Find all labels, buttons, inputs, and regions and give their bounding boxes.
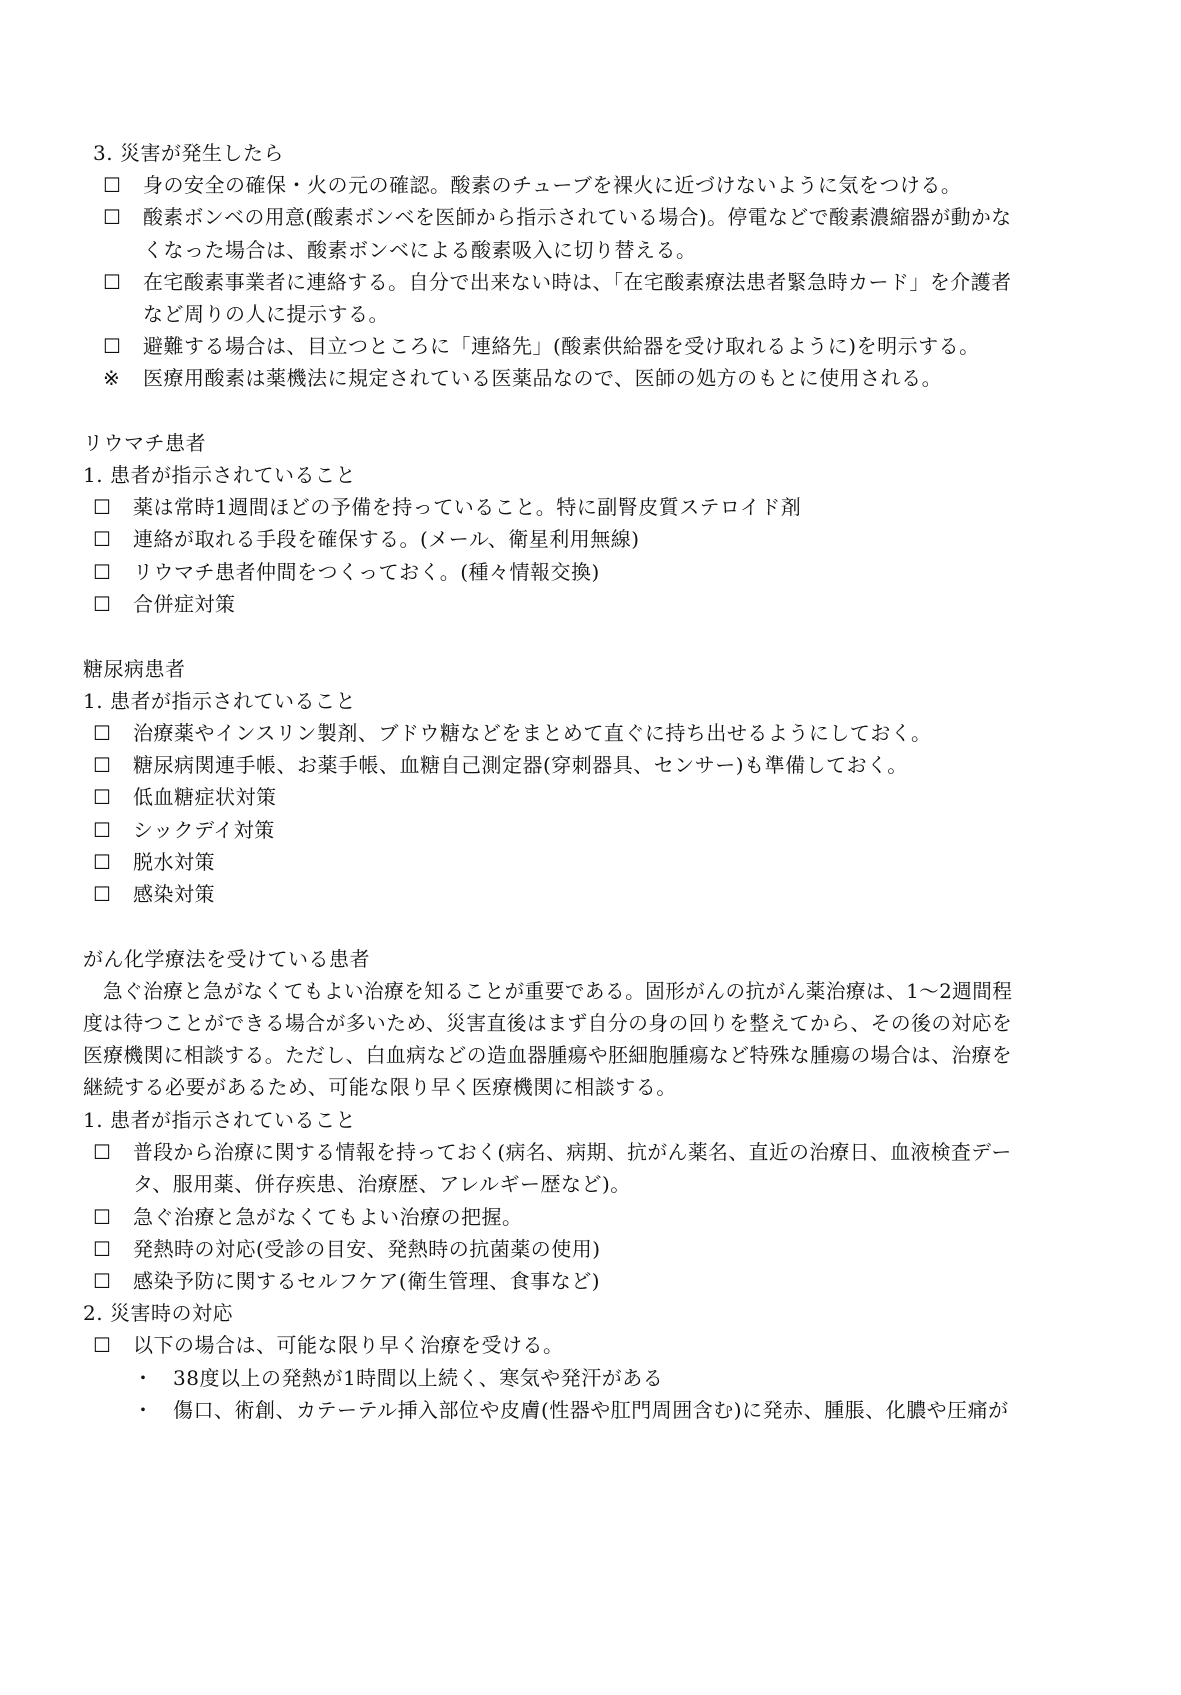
list-item: 低血糖症状対策 <box>133 785 277 809</box>
intro-paragraph-line: 急ぐ治療と急がなくてもよい治療を知ることが重要である。固形がんの抗がん薬治療は、1〜2週間程 <box>103 979 1013 1003</box>
checkbox-icon: ☐ <box>93 785 111 809</box>
checkbox-icon: ☐ <box>93 818 111 842</box>
step-2-heading: 2. 災害時の対応 <box>83 1301 233 1325</box>
bullet-icon: ・ <box>133 1398 153 1422</box>
checkbox-icon: ☐ <box>93 592 111 616</box>
list-item: 発熱時の対応(受診の目安、発熱時の抗菌薬の使用) <box>133 1237 601 1261</box>
checkbox-icon: ☐ <box>93 1269 111 1293</box>
list-item: 普段から治療に関する情報を持っておく(病名、病期、抗がん薬名、直近の治療日、血液検査デー <box>133 1140 1012 1164</box>
checkbox-icon: ☐ <box>103 270 121 294</box>
list-item: 感染対策 <box>133 882 215 906</box>
checkbox-icon: ☐ <box>93 1333 111 1357</box>
bullet-item: 38度以上の発熱が1時間以上続く、寒気や発汗がある <box>173 1366 664 1390</box>
checkbox-icon: ☐ <box>103 173 121 197</box>
list-item: 以下の場合は、可能な限り早く治療を受ける。 <box>133 1333 564 1357</box>
list-item: 連絡が取れる手段を確保する。(メール、衛星利用無線) <box>133 527 640 551</box>
list-item: 合併症対策 <box>133 592 236 616</box>
section-heading-diabetes: 糖尿病患者 <box>83 657 186 681</box>
step-1-heading: 1. 患者が指示されていること <box>83 1108 356 1132</box>
list-item: 糖尿病関連手帳、お薬手帳、血糖自己測定器(穿刺器具、センサー)も準備しておく。 <box>133 753 908 777</box>
step-1-heading: 1. 患者が指示されていること <box>83 689 356 713</box>
list-item: 急ぐ治療と急がなくてもよい治療の把握。 <box>133 1205 523 1229</box>
intro-paragraph-line: 医療機関に相談する。ただし、白血病などの造血器腫瘍や胚細胞腫瘍など特殊な腫瘍の場合は、治療を <box>83 1043 1013 1067</box>
checkbox-icon: ☐ <box>93 882 111 906</box>
step-1-heading: 1. 患者が指示されていること <box>83 463 356 487</box>
list-item: 治療薬やインスリン製剤、ブドウ糖などをまとめて直ぐに持ち出せるようにしておく。 <box>133 721 932 745</box>
checkbox-icon: ☐ <box>93 1140 111 1164</box>
list-item: 薬は常時1週間ほどの予備を持っていること。特に副腎皮質ステロイド剤 <box>133 495 802 519</box>
list-item: 身の安全の確保・火の元の確認。酸素のチューブを裸火に近づけないように気をつける。 <box>143 173 962 197</box>
checkbox-icon: ☐ <box>93 495 111 519</box>
step-3-heading: 3. 災害が発生したら <box>93 141 284 165</box>
list-item: シックデイ対策 <box>133 818 275 842</box>
bullet-icon: ・ <box>133 1366 153 1390</box>
checkbox-icon: ☐ <box>103 205 121 229</box>
section-heading-rheumatism: リウマチ患者 <box>83 431 206 455</box>
section-heading-cancer: がん化学療法を受けている患者 <box>83 947 370 971</box>
intro-paragraph-line: 度は待つことができる場合が多いため、災害直後はまず自分の身の回りを整えてから、その後の対応を <box>83 1011 1013 1035</box>
intro-paragraph-line: 継続する必要があるため、可能な限り早く医療機関に相談する。 <box>83 1075 677 1099</box>
checkbox-icon: ☐ <box>93 527 111 551</box>
list-item-continued: など周りの人に提示する。 <box>143 302 389 326</box>
checkbox-icon: ☐ <box>93 850 111 874</box>
list-item-continued: くなった場合は、酸素ボンベによる酸素吸入に切り替える。 <box>143 238 697 262</box>
checkbox-icon: ☐ <box>93 721 111 745</box>
list-item: 脱水対策 <box>133 850 215 874</box>
checkbox-icon: ☐ <box>93 1237 111 1261</box>
list-item-continued: タ、服用薬、併存疾患、治療歴、アレルギー歴など)。 <box>133 1172 631 1196</box>
list-item: 酸素ボンベの用意(酸素ボンベを医師から指示されている場合)。停電などで酸素濃縮器が動かな <box>143 205 1012 229</box>
note-mark: ※ <box>103 366 120 390</box>
checkbox-icon: ☐ <box>93 560 111 584</box>
checkbox-icon: ☐ <box>93 753 111 777</box>
list-item: 在宅酸素事業者に連絡する。自分で出来ない時は、「在宅酸素療法患者緊急時カード」を介護者 <box>143 270 1012 294</box>
list-item: 感染予防に関するセルフケア(衛生管理、食事など) <box>133 1269 601 1293</box>
list-item: リウマチ患者仲間をつくっておく。(種々情報交換) <box>133 560 600 584</box>
checkbox-icon: ☐ <box>103 334 121 358</box>
note-text: 医療用酸素は薬機法に規定されている医薬品なので、医師の処方のもとに使用される。 <box>143 366 943 390</box>
list-item: 避難する場合は、目立つところに「連絡先」(酸素供給器を受け取れるように)を明示する。 <box>143 334 980 358</box>
bullet-item: 傷口、術創、カテーテル挿入部位や皮膚(性器や肛門周囲含む)に発赤、腫脹、化膿や圧痛が <box>173 1398 1009 1422</box>
checkbox-icon: ☐ <box>93 1205 111 1229</box>
